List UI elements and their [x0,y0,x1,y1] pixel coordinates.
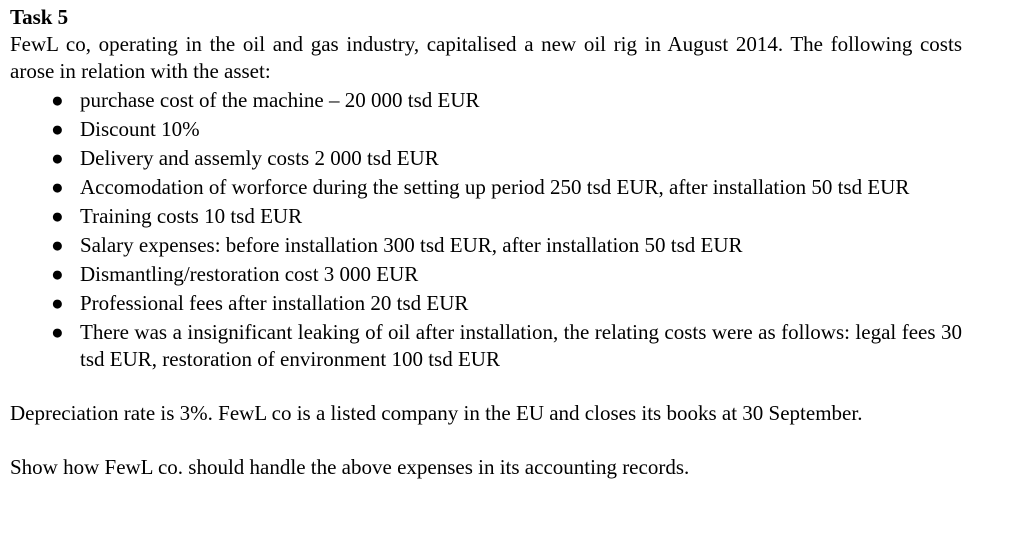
list-item-text: Professional fees after installation 20 tsd EUR [80,291,469,315]
list-item [10,87,962,114]
bullet-icon: ● [51,88,64,112]
bullet-icon: ● [51,117,64,141]
list-item-text: Delivery and assemly costs 2 000 tsd EUR [80,146,439,170]
depreciation-paragraph: Depreciation rate is 3%. FewL co is a listed company in the EU and closes its books at 30 September. [10,401,863,425]
list-item [10,203,962,230]
list-item [10,145,962,172]
list-item [10,261,962,288]
spacer [10,373,962,400]
list-item [10,174,962,201]
list-item-text: Accomodation of worforce during the setting up period 250 tsd EUR, after installation 50 tsd EUR [80,175,910,199]
document-page [10,0,962,481]
list-item-text: Discount 10% [80,117,200,141]
intro-paragraph: FewL co, operating in the oil and gas industry, capitalised a new oil rig in August 2014. The following costs arose in relation with the asset: [10,32,962,83]
list-item [10,116,962,143]
list-item [10,290,962,317]
bullet-icon: ● [51,291,64,315]
list-item [10,232,962,259]
bullet-icon: ● [51,320,64,344]
list-item [10,319,962,373]
task-title: Task 5 [10,5,69,29]
list-item-text: Training costs 10 tsd EUR [80,204,303,228]
list-item-text: Dismantling/restoration cost 3 000 EUR [80,262,419,286]
question-paragraph: Show how FewL co. should handle the above expenses in its accounting records. [10,455,690,479]
bullet-icon: ● [51,146,64,170]
list-item-text: Salary expenses: before installation 300 tsd EUR, after installation 50 tsd EUR [80,233,743,257]
bullet-icon: ● [51,233,64,257]
spacer [10,427,962,454]
list-item-text: There was a insignificant leaking of oil after installation, the relating costs were as follows: legal fees 30 tsd EUR, restoration of environment 100 tsd EUR [80,320,962,371]
bullet-icon: ● [51,262,64,286]
bullet-icon: ● [51,175,64,199]
bullet-icon: ● [51,204,64,228]
list-item-text: purchase cost of the machine – 20 000 tsd EUR [80,88,480,112]
cost-list [10,87,962,373]
